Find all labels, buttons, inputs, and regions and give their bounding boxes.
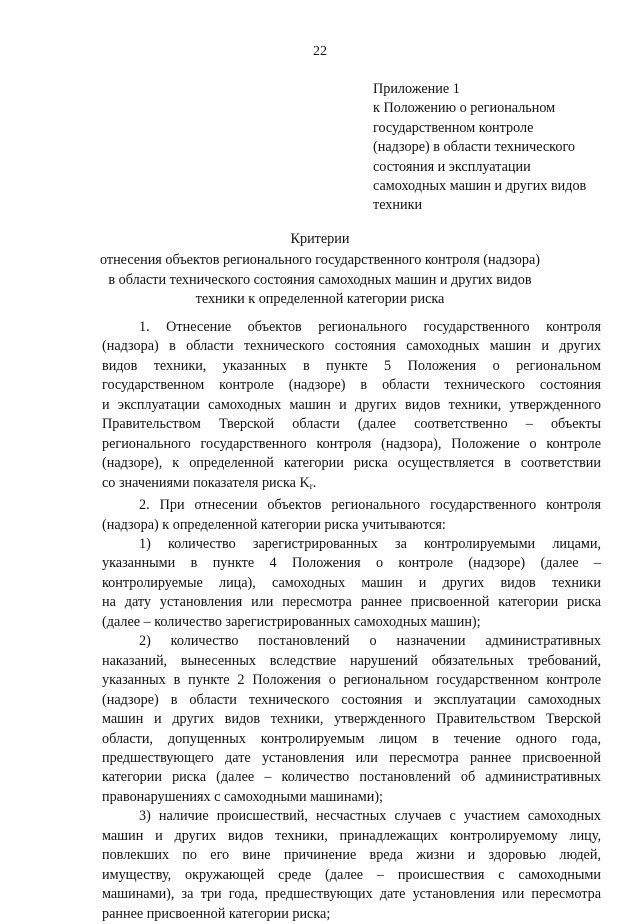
document-body bbox=[102, 318, 601, 924]
appendix-block bbox=[373, 80, 613, 216]
risk-indicator-text: со значениями показателя риска K bbox=[102, 474, 310, 491]
appendix-line: государственном контроле bbox=[373, 119, 534, 136]
paragraph-line: повлекших по его вине причинение вреда жизни и здоровью людей, bbox=[102, 847, 601, 864]
risk-indicator-subscript: r bbox=[309, 480, 313, 491]
paragraph-line: указанными в пункте 4 Положения о контроле (надзоре) (далее – bbox=[102, 555, 601, 572]
paragraph-line: машин и других видов техники, принадлежащих контролируемому лицу, bbox=[102, 827, 601, 844]
page-number: 22 bbox=[313, 44, 327, 59]
paragraph-1 bbox=[102, 318, 601, 496]
paragraph-line: правонарушениях с самоходными машинами); bbox=[102, 788, 383, 805]
paragraph-line: 2. При отнесении объектов регионального государственного контроля bbox=[139, 497, 601, 514]
paragraph-line: 2) количество постановлений о назначении административных bbox=[139, 633, 601, 650]
paragraph-line: и эксплуатации самоходных машин и других видов техники, утвержденного bbox=[102, 396, 601, 413]
document-subtitle-line: в области технического состояния самоходных машин и других видов bbox=[108, 271, 532, 288]
paragraph-line: (надзора) к определенной категории риска учитываются: bbox=[102, 516, 446, 533]
paragraph-line: (надзоре), к определенной категории риска осуществляется в соответствии bbox=[102, 455, 601, 472]
paragraph-line: наказаний, вынесенных вследствие нарушений обязательных требований, bbox=[102, 652, 601, 669]
paragraph-tail: . bbox=[312, 474, 317, 491]
paragraph-line: имуществу, окружающей среде (далее – происшествия с самоходными bbox=[102, 866, 601, 883]
document-heading bbox=[0, 230, 640, 310]
paragraph-line: видов техники, указанных в пункте 5 Положения о региональном bbox=[102, 357, 601, 374]
paragraph-item-3 bbox=[102, 807, 601, 924]
appendix-line: состояния и эксплуатации bbox=[373, 158, 531, 175]
document-title: Критерии bbox=[290, 231, 350, 247]
document-subtitle-line: техники к определенной категории риска bbox=[195, 291, 445, 308]
paragraph-line: Правительством Тверской области (далее соответственно – объекты bbox=[102, 416, 601, 433]
paragraph-line-last bbox=[102, 474, 601, 496]
appendix-line: к Положению о региональном bbox=[373, 100, 556, 117]
paragraph-line: машин и других видов техники, утвержденного Правительством Тверской bbox=[102, 711, 601, 728]
paragraph-2 bbox=[102, 496, 601, 535]
paragraph-line: государственном контроле (надзоре) в области технического состояния bbox=[102, 377, 601, 394]
paragraph-line: указанных в пункте 2 Положения о региональном государственном контроле bbox=[102, 672, 601, 689]
paragraph-line: контролируемые лица), самоходных машин и других видов техники bbox=[102, 574, 601, 591]
paragraph-line: (далее – количество зарегистрированных самоходных машин); bbox=[102, 613, 481, 630]
paragraph-line: 1. Отнесение объектов регионального государственного контроля bbox=[139, 319, 601, 335]
paragraph-line: 1) количество зарегистрированных за контролируемыми лицами, bbox=[139, 535, 601, 552]
paragraph-line: на дату установления или пересмотра раннее присвоенной категории риска bbox=[102, 594, 601, 611]
paragraph-item-1 bbox=[102, 535, 601, 632]
paragraph-line: области, допущенных контролируемым лицом в течение одного года, bbox=[102, 730, 601, 747]
paragraph-line: предшествующего дате установления или пересмотра раннее присвоенной bbox=[102, 749, 601, 766]
paragraph-line: категории риска (далее – количество постановлений об административных bbox=[102, 769, 601, 786]
appendix-line: (надзоре) в области технического bbox=[373, 139, 575, 156]
document-subtitle-line: отнесения объектов регионального государственного контроля (надзора) bbox=[99, 252, 541, 269]
appendix-line: Приложение 1 bbox=[373, 81, 460, 97]
paragraph-line: машинами), за три года, предшествующих дате установления или пересмотра bbox=[102, 886, 601, 903]
paragraph-line: (надзора) в области технического состояния самоходных машин и других bbox=[102, 338, 601, 355]
paragraph-line: раннее присвоенной категории риска; bbox=[102, 905, 331, 922]
appendix-line: самоходных машин и других видов bbox=[373, 178, 587, 195]
appendix-line: техники bbox=[373, 197, 423, 214]
paragraph-line: (надзоре) в области технического состояния и эксплуатации самоходных bbox=[102, 691, 601, 708]
paragraph-item-2 bbox=[102, 632, 601, 807]
paragraph-line: 3) наличие происшествий, несчастных случаев с участием самоходных bbox=[139, 808, 601, 825]
paragraph-line: регионального государственного контроля (надзора), Положение о контроле bbox=[102, 435, 601, 452]
